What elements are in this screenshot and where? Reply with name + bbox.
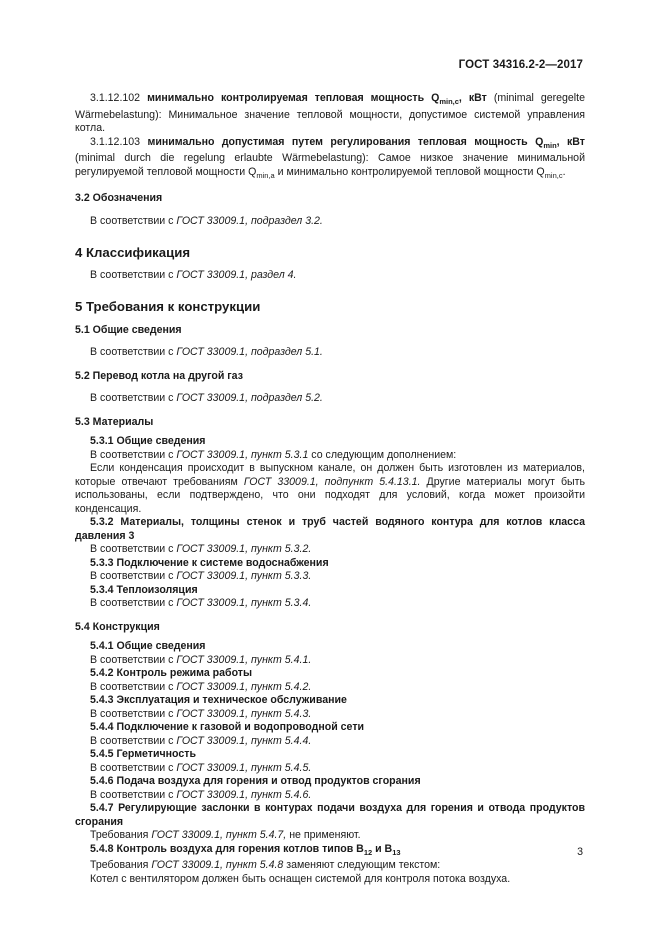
text-5-4-8 bbox=[75, 859, 585, 873]
text-5-3-2 bbox=[75, 543, 585, 557]
gost-ref: ГОСТ 33009.1, пункт 5.4.2. bbox=[176, 680, 312, 693]
text-prefix: В соответствии с bbox=[90, 597, 177, 610]
def-sub-a: min,a bbox=[256, 170, 275, 180]
gost-ref: ГОСТ 33009.1, подраздел 5.2. bbox=[176, 392, 323, 405]
def-text: Минимальное значение тепловой мощности, допустимое системой управления котла. bbox=[75, 108, 586, 135]
gost-ref: ГОСТ 33009.1, пункт 5.4.6. bbox=[176, 788, 312, 801]
text-3-2 bbox=[75, 215, 585, 229]
gost-ref: ГОСТ 33009.1, пункт 5.3.3. bbox=[176, 570, 312, 583]
def-unit: , кВт bbox=[556, 135, 585, 148]
heading-5-4-8 bbox=[75, 843, 585, 860]
heading-5-3: 5.3 Материалы bbox=[75, 415, 154, 428]
text-suffix: не применяют. bbox=[286, 829, 361, 842]
text-prefix: В соответствии с bbox=[90, 761, 177, 774]
heading-5: 5 Требования к конструкции bbox=[75, 299, 261, 315]
text-prefix: В соответствии с bbox=[90, 392, 177, 405]
text-prefix: Требования bbox=[90, 859, 152, 872]
def-term: минимально допустимая путем регулирования тепловая мощность Q bbox=[147, 135, 544, 148]
text-5-4-8-fan: Котел с вентилятором должен быть оснащен системой для контроля потока воздуха. bbox=[90, 872, 511, 885]
text-prefix: В соответствии с bbox=[90, 680, 177, 693]
gost-ref: ГОСТ 33009.1, пункт 5.3.1 bbox=[176, 448, 309, 461]
text-prefix: В соответствии с bbox=[90, 448, 177, 461]
heading-5-3-4: 5.3.4 Теплоизоляция bbox=[90, 583, 198, 596]
heading-5-4-7: 5.4.7 Регулирующие заслонки в контурах подачи воздуха для горения и отвода продуктов сгорания bbox=[75, 802, 585, 828]
def-text-b: и минимально контролируемой тепловой мощности Q bbox=[274, 165, 545, 178]
def-text-c: . bbox=[562, 165, 566, 178]
def-german: (minimal geregelte Wärmebelastung): bbox=[75, 92, 585, 121]
text-5-4-1 bbox=[75, 654, 585, 668]
text-5-4-2 bbox=[75, 681, 585, 695]
text-5-3-4 bbox=[75, 597, 585, 611]
text-suffix: заменяют следующим текстом: bbox=[283, 859, 441, 872]
text-prefix: В соответствии с bbox=[90, 570, 177, 583]
text-suffix: со следующим дополнением: bbox=[308, 448, 457, 461]
definition-3-1-12-102 bbox=[75, 92, 585, 136]
text-5-4-6 bbox=[75, 789, 585, 803]
text-prefix: Требования bbox=[90, 829, 152, 842]
heading-5-4-4: 5.4.4 Подключение к газовой и водопроводной сети bbox=[90, 721, 365, 734]
gost-ref: ГОСТ 33009.1, раздел 4. bbox=[176, 268, 297, 281]
gost-ref: ГОСТ 33009.1, пункт 5.4.3. bbox=[176, 707, 312, 720]
gost-ref: ГОСТ 33009.1, подраздел 3.2. bbox=[176, 214, 323, 227]
def-term-sub: min bbox=[543, 140, 557, 150]
document-header-id: ГОСТ 34316.2-2—2017 bbox=[458, 59, 583, 71]
heading-5-4: 5.4 Конструкция bbox=[75, 620, 160, 633]
text-5-4-5 bbox=[75, 762, 585, 776]
gost-ref: ГОСТ 33009.1, пункт 5.4.5. bbox=[176, 761, 312, 774]
def-text-a: Самое низкое значение минимальной регулируемой тепловой мощности Q bbox=[75, 152, 585, 178]
text-5-2 bbox=[75, 392, 585, 406]
heading-part: 5.4.8 Контроль воздуха для горения котлов типов B bbox=[90, 842, 364, 855]
gost-ref: ГОСТ 33009.1, пункт 5.3.2. bbox=[176, 543, 312, 556]
text-4 bbox=[75, 269, 585, 283]
heading-5-4-1: 5.4.1 Общие сведения bbox=[90, 640, 206, 653]
text-5-3-1 bbox=[75, 449, 585, 463]
heading-5-4-2: 5.4.2 Контроль режима работы bbox=[90, 667, 253, 680]
heading-sub: 13 bbox=[392, 847, 401, 857]
text-prefix: В соответствии с bbox=[90, 346, 177, 359]
text-prefix: В соответствии с bbox=[90, 653, 177, 666]
heading-5-4-6: 5.4.6 Подача воздуха для горения и отвод продуктов сгорания bbox=[90, 775, 421, 788]
heading-5-3-1: 5.3.1 Общие сведения bbox=[90, 435, 206, 448]
gost-ref: ГОСТ 33009.1, пункт 5.4.4. bbox=[176, 734, 312, 747]
text-5-4-3 bbox=[75, 708, 585, 722]
text-5-4-7 bbox=[75, 829, 585, 843]
heading-5-4-5: 5.4.5 Герметичность bbox=[90, 748, 196, 761]
text-prefix: В соответствии с bbox=[90, 543, 177, 556]
text-prefix: В соответствии с bbox=[90, 734, 177, 747]
gost-ref: ГОСТ 33009.1, пункт 5.3.4. bbox=[176, 597, 312, 610]
heading-5-4-3: 5.4.3 Эксплуатация и техническое обслуживание bbox=[90, 694, 347, 707]
heading-4: 4 Классификация bbox=[75, 245, 191, 261]
gost-ref: ГОСТ 33009.1, пункт 5.4.8 bbox=[151, 859, 284, 872]
heading-5-3-2: 5.3.2 Материалы, толщины стенок и труб частей водяного контура для котлов класса давления 3 bbox=[75, 516, 585, 542]
def-number: 3.1.12.103 bbox=[90, 135, 141, 148]
definition-3-1-12-103 bbox=[75, 136, 585, 183]
heading-5-2: 5.2 Перевод котла на другой газ bbox=[75, 369, 243, 382]
gost-ref: ГОСТ 33009.1, подраздел 5.1. bbox=[176, 346, 323, 359]
text-part: Если конденсация происходит в выпускном канале, он должен быть изготовлен из материалов, которые отвечают требованиям bbox=[75, 462, 585, 488]
text-5-3-1-condensation bbox=[75, 462, 585, 516]
heading-5-1: 5.1 Общие сведения bbox=[75, 323, 182, 336]
def-number: 3.1.12.102 bbox=[90, 92, 141, 104]
def-term-sub: min,c bbox=[439, 97, 459, 107]
def-unit: , кВт bbox=[458, 92, 487, 104]
gost-ref: ГОСТ 33009.1, подпункт 5.4.13.1. bbox=[243, 475, 421, 488]
text-5-1 bbox=[75, 346, 585, 360]
page-content bbox=[75, 92, 585, 886]
def-term: минимально контролируемая тепловая мощность Q bbox=[147, 92, 440, 104]
heading-sub: 12 bbox=[363, 847, 373, 857]
text-prefix: В соответствии с bbox=[90, 214, 177, 227]
def-german: (minimal durch die regelung erlaubte Wärmebelastung): bbox=[75, 152, 379, 165]
text-prefix: В соответствии с bbox=[90, 788, 177, 801]
heading-part: и B bbox=[372, 842, 393, 855]
heading-5-3-3: 5.3.3 Подключение к системе водоснабжения bbox=[90, 556, 329, 569]
gost-ref: ГОСТ 33009.1, пункт 5.4.1. bbox=[176, 653, 312, 666]
text-prefix: В соответствии с bbox=[90, 707, 177, 720]
gost-ref: ГОСТ 33009.1, пункт 5.4.7, bbox=[151, 829, 287, 842]
heading-3-2: 3.2 Обозначения bbox=[75, 192, 163, 205]
text-part: Другие материалы могут быть использованы, если подтверждено, что они подходят для условий, когда может произойти конденсация. bbox=[75, 475, 586, 515]
text-5-4-4 bbox=[75, 735, 585, 749]
page-number: 3 bbox=[577, 846, 583, 858]
text-5-3-3 bbox=[75, 570, 585, 584]
text-prefix: В соответствии с bbox=[90, 268, 177, 281]
def-sub-b: min,c bbox=[544, 170, 563, 180]
